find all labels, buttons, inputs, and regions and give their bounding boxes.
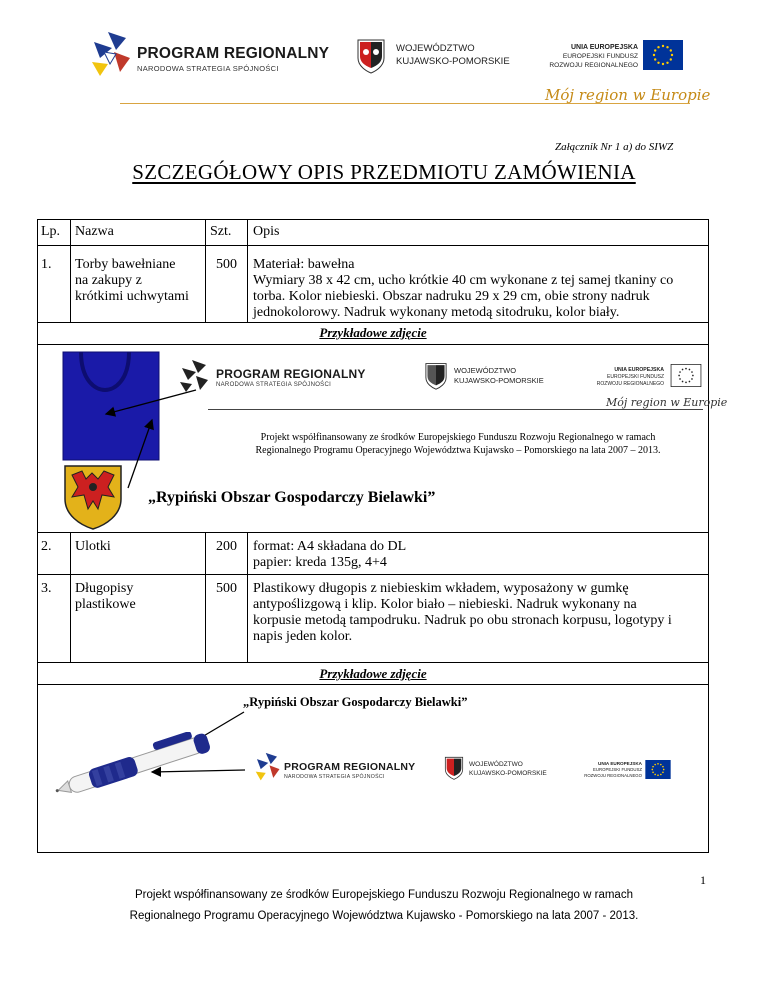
pen-region-name: WOJEWÓDZTWO KUJAWSKO-POMORSKIE	[469, 761, 547, 777]
row1-name: Torby bawełniane na zakupy z krótkimi uchwytami	[75, 257, 189, 304]
eu-flag-icon	[645, 760, 671, 779]
bag-region-name: WOJEWÓDZTWO KUJAWSKO-POMORSKIE	[454, 366, 544, 385]
row2-qty: 200	[216, 539, 237, 554]
row1-lp: 1.	[41, 257, 52, 272]
bag-motto: Mój region w Europie	[606, 396, 728, 409]
footer-line-1: Projekt współfinansowany ze środków Europejskiego Funduszu Rozwoju Regionalnego w ramach	[135, 889, 633, 901]
row2-name: Ulotki	[75, 539, 111, 554]
annex-label: Załącznik Nr 1 a) do SIWZ	[555, 141, 674, 153]
footer-line-2: Regionalnego Programu Operacyjnego Województwa Kujawsko - Pomorskiego na lata 2007 - 2013.	[129, 910, 639, 922]
bag-project-text: Projekt współfinansowany ze środków Europejskiego Funduszu Rozwoju Regionalnego w ramach Regionalnego Programu Operacyjnego Województwa Kujawsko – Pomorskiego na lata 2007 – 2013.	[255, 432, 661, 456]
eu-fund-text: UNIA EUROPEJSKA EUROPEJSKI FUNDUSZ ROZWOJU REGIONALNEGO	[549, 44, 638, 69]
row2-desc: format: A4 składana do DL papier: kreda 135g, 4+4	[253, 539, 407, 570]
document-title: SZCZEGÓŁOWY OPIS PRZEDMIOTU ZAMÓWIENIA	[132, 160, 636, 184]
row3-lp: 3.	[41, 581, 52, 596]
example-photo-label: Przykładowe zdjęcie	[319, 325, 427, 340]
pen-image	[48, 732, 218, 798]
pen-eu-text: UNIA EUROPEJSKA EUROPEJSKI FUNDUSZ ROZWOJU REGIONALNEGO	[584, 761, 642, 778]
region-name: WOJEWÓDZTWO KUJAWSKO-POMORSKIE	[396, 43, 510, 67]
row1-desc: Materiał: bawełna Wymiary 38 x 42 cm, ucho krótkie 40 cm wykonane z tej samej tkaniny co torba. Kolor niebieski. Obszar nadruku 29 x 29 cm, obie strony nadruk jednokolorowy. Nadruk wykonany metodą sitodruku, kolor biały.	[253, 257, 674, 320]
gmina-crest-icon	[62, 463, 124, 531]
header-desc: Opis	[253, 224, 280, 239]
bag-program-title: PROGRAM REGIONALNY	[216, 367, 366, 381]
row3-name: Długopisy plastikowe	[75, 581, 136, 612]
program-regionalny-subtitle: NARODOWA STRATEGIA SPÓJNOŚCI	[137, 64, 279, 73]
row1-qty: 500	[216, 257, 237, 272]
motto: Mój region w Europie	[545, 86, 711, 104]
pen-program-subtitle: NARODOWA STRATEGIA SPÓJNOŚCI	[284, 774, 385, 780]
region-crest-icon	[444, 756, 464, 780]
row2-lp: 2.	[41, 539, 52, 554]
header-name: Nazwa	[75, 224, 114, 239]
pen-program-title: PROGRAM REGIONALNY	[284, 761, 416, 773]
page-number: 1	[700, 873, 706, 887]
program-regionalny-icon	[252, 750, 282, 782]
bag-program-subtitle: NARODOWA STRATEGIA SPÓJNOŚCI	[216, 382, 332, 388]
header-qty: Szt.	[210, 224, 232, 239]
row3-qty: 500	[216, 581, 237, 596]
bag-eu-text: UNIA EUROPEJSKA EUROPEJSKI FUNDUSZ ROZWOJU REGIONALNEGO	[596, 367, 664, 387]
pen-slogan: „Rypiński Obszar Gospodarczy Bielawki”	[243, 695, 468, 709]
slogan: „Rypiński Obszar Gospodarczy Bielawki”	[148, 489, 436, 506]
header-lp: Lp.	[41, 224, 61, 239]
example-photo-label-2: Przykładowe zdjęcie	[319, 666, 427, 681]
program-regionalny-title: PROGRAM REGIONALNY	[137, 45, 330, 62]
row3-desc: Plastikowy długopis z niebieskim wkładem, wyposażony w gumkę antypoślizgową i klip. Kolor biało – niebieski. Nadruk wykonany na korpusie metodą tampodruku. Nadruk po obu stronach korpusu, logotypy i napis jeden kolor.	[253, 581, 672, 644]
